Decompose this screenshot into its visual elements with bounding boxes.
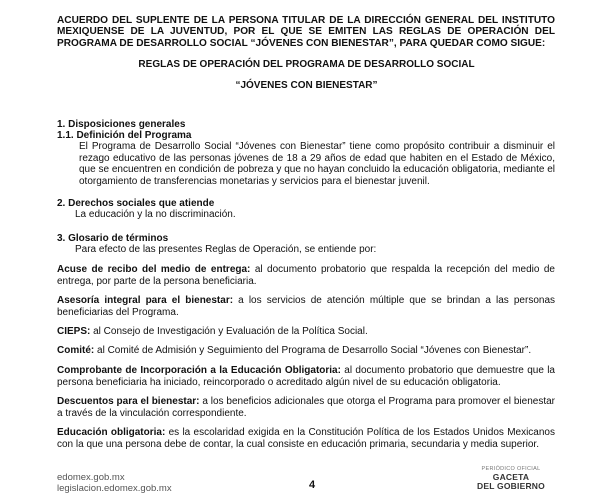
glossary-definition: a los servicios de atención múltiple que se brindan a las personas beneficiarias del Programa. (57, 295, 556, 318)
glossary-term: CIEPS: (57, 326, 91, 337)
glossary-entry (57, 295, 555, 318)
section-1-heading: 1. Disposiciones generales (57, 119, 186, 130)
glossary-entry (57, 326, 555, 338)
footer-websites (57, 472, 172, 494)
glossary-definition: al documento probatorio que demuestre que la persona beneficiaria ha iniciado, reincorporado o acreditado algún nivel de su educación obligatoria. (57, 365, 555, 388)
glossary-term: Comité: (57, 345, 95, 356)
section-3-body: Para efecto de las presentes Reglas de Operación, se entiende por: (75, 244, 377, 255)
logo-line-1: GACETA (492, 472, 530, 482)
glossary-definition: a los beneficios adicionales que otorga el Programa para promover el bienestar a través de la vinculación correspondiente. (57, 396, 555, 419)
section-2-heading: 2. Derechos sociales que atiende (57, 198, 215, 209)
glossary-entry (57, 427, 555, 450)
footer-link-edomex[interactable]: edomex.gob.mx (57, 472, 125, 483)
glossary-term: Educación obligatoria: (57, 427, 166, 438)
glossary-definition: al Consejo de Investigación y Evaluación de la Política Social. (90, 326, 368, 337)
section-3-heading: 3. Glosario de términos (57, 233, 169, 244)
glossary-entry (57, 345, 555, 357)
glossary-entry (57, 264, 555, 287)
glossary-definition: al Comité de Admisión y Seguimiento del Programa de Desarrollo Social “Jóvenes con Bienestar”. (94, 345, 532, 356)
section-1-1-heading: 1.1. Definición del Programa (57, 130, 192, 141)
glossary-term: Asesoría integral para el bienestar: (57, 295, 234, 306)
glossary-definition: es la escolaridad exigida en la Constitución Política de los Estados Unidos Mexicanos con la que una persona debe de contar, la cual consiste en educación primaria, secundaria y media superior. (57, 427, 555, 450)
gaceta-logo (466, 466, 556, 491)
programa-title: “JÓVENES CON BIENESTAR” (235, 80, 378, 91)
section-1-1-body: El Programa de Desarrollo Social “Jóvenes con Bienestar” tiene como propósito contribuir a disminuir el rezago educativo de las personas jóvenes de 18 a 29 años de edad que habiten en el Estado de México, que se encuentren en condición de pobreza y que no hayan concluido la educación obligatoria, mediante el otorgamiento de transferencias monetarias y servicios para el bienestar juvenil. (79, 141, 555, 187)
acuerdo-heading: ACUERDO DEL SUPLENTE DE LA PERSONA TITULAR DE LA DIRECCIÓN GENERAL DEL INSTITUTO MEXIQUENSE DE LA JUVENTUD, POR EL QUE SE EMITEN LAS REGLAS DE OPERACIÓN DEL PROGRAMA DE DESARROLLO SOCIAL “JÓVENES CON BIENESTAR”, PARA QUEDAR COMO SIGUE: (57, 15, 555, 49)
glossary-definition: al documento probatorio que respalda la recepción del medio de entrega, por parte de la persona beneficiaria. (57, 264, 555, 287)
logo-line-2: DEL GOBIERNO (477, 481, 545, 491)
glossary-term: Comprobante de Incorporación a la Educación Obligatoria: (57, 365, 341, 376)
glossary-entry (57, 365, 555, 388)
glossary-entry (57, 396, 555, 419)
glossary-term: Acuse de recibo del medio de entrega: (57, 264, 251, 275)
logo-small-text: PERIÓDICO OFICIAL (481, 466, 541, 472)
footer-link-legislacion[interactable]: legislacion.edomex.gob.mx (57, 483, 172, 494)
section-2-body: La educación y la no discriminación. (75, 209, 236, 220)
page-number: 4 (309, 479, 316, 491)
glossary-term: Descuentos para el bienestar: (57, 396, 200, 407)
reglas-title: REGLAS DE OPERACIÓN DEL PROGRAMA DE DESARROLLO SOCIAL (138, 59, 475, 70)
